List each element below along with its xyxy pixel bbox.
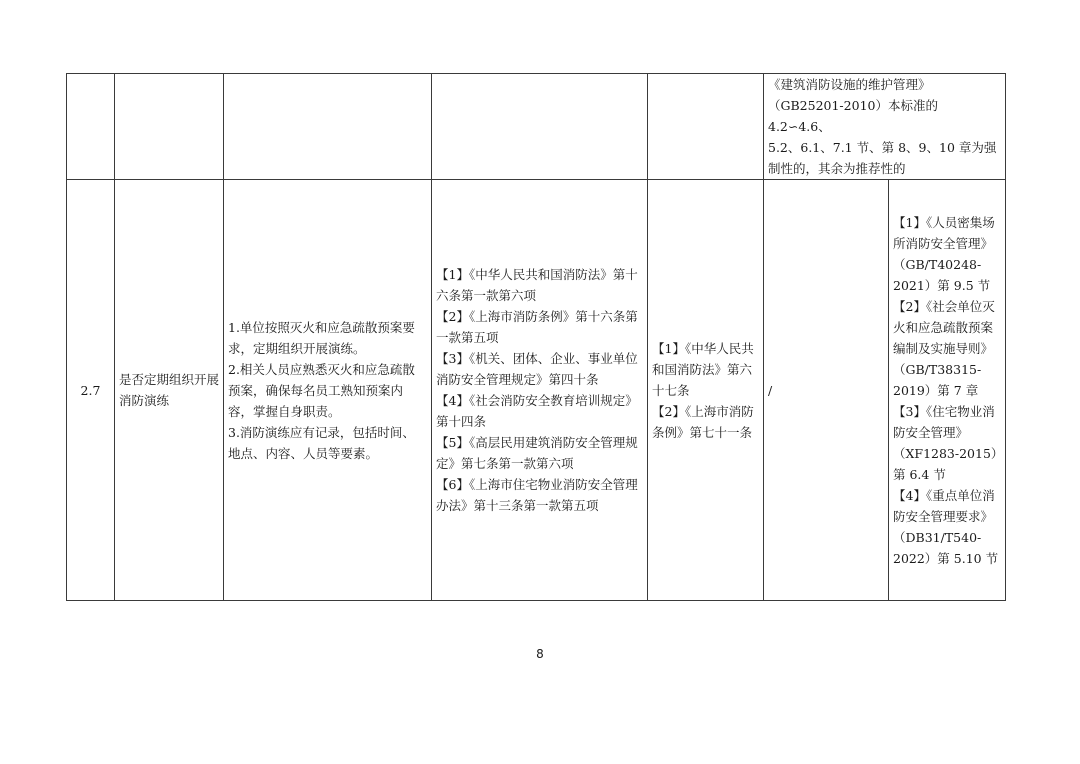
cont-line: 《建筑消防设施的维护管理》 xyxy=(768,77,931,92)
penalty-item: 【2】《上海市消防条例》第七十一条 xyxy=(652,403,754,440)
basis-item: 【2】《上海市消防条例》第十六条第一款第五项 xyxy=(436,309,638,345)
row-col6: / xyxy=(764,180,889,601)
standard-item: 【4】《重点单位消防安全管理要求》（DB31/T540-2022）第 5.10 节 xyxy=(893,487,999,566)
continuation-row xyxy=(67,74,1006,180)
cont-cell-requirements xyxy=(224,74,432,180)
standard-item: 【2】《社会单位灭火和应急疏散预案编制及实施导则》（GB/T38315-2019）第 7 章 xyxy=(893,298,995,398)
basis-item: 【5】《高层民用建筑消防安全管理规定》第七条第一款第六项 xyxy=(436,435,638,471)
basis-item: 【1】《中华人民共和国消防法》第十六条第一款第六项 xyxy=(436,267,638,303)
standard-item: 【1】《人员密集场所消防安全管理》（GB/T40248-2021）第 9.5 节 xyxy=(893,214,995,293)
requirement-item: 3.消防演练应有记录，包括时间、地点、内容、人员等要素。 xyxy=(228,424,415,461)
cont-cell-number xyxy=(67,74,115,180)
requirement-item: 2.相关人员应熟悉灭火和应急疏散预案，确保每名员工熟知预案内容，掌握自身职责。 xyxy=(228,361,415,419)
cont-line: 5.2、6.1、7.1 节、第 8、9、10 章为强 xyxy=(768,140,997,155)
cont-cell-item xyxy=(115,74,224,180)
row-requirements xyxy=(224,180,432,601)
requirement-item: 1.单位按照灭火和应急疏散预案要求，定期组织开展演练。 xyxy=(228,319,415,356)
cont-line: （GB25201-2010）本标准的 4.2∽4.6、 xyxy=(768,98,938,134)
basis-item: 【4】《社会消防安全教育培训规定》第十四条 xyxy=(436,393,638,429)
table-row xyxy=(67,180,1006,601)
cont-line: 制性的，其余为推荐性的 xyxy=(768,161,906,176)
row-penalty xyxy=(648,180,764,601)
row-basis xyxy=(432,180,648,601)
cont-cell-penalty xyxy=(648,74,764,180)
page-number: 8 xyxy=(536,647,544,661)
standard-item: 【3】《住宅物业消防安全管理》（XF1283-2015）第 6.4 节 xyxy=(893,403,998,482)
inspection-table xyxy=(66,73,1006,601)
basis-item: 【6】《上海市住宅物业消防安全管理办法》第十三条第一款第五项 xyxy=(436,477,638,513)
penalty-item: 【1】《中华人民共和国消防法》第六十七条 xyxy=(652,340,754,398)
row-number: 2.7 xyxy=(67,180,115,601)
cont-cell-standards xyxy=(764,74,1006,180)
cont-cell-basis xyxy=(432,74,648,180)
row-standards xyxy=(889,180,1006,601)
row-item: 是否定期组织开展消防演练 xyxy=(115,180,224,601)
basis-item: 【3】《机关、团体、企业、事业单位消防安全管理规定》第四十条 xyxy=(436,351,638,387)
